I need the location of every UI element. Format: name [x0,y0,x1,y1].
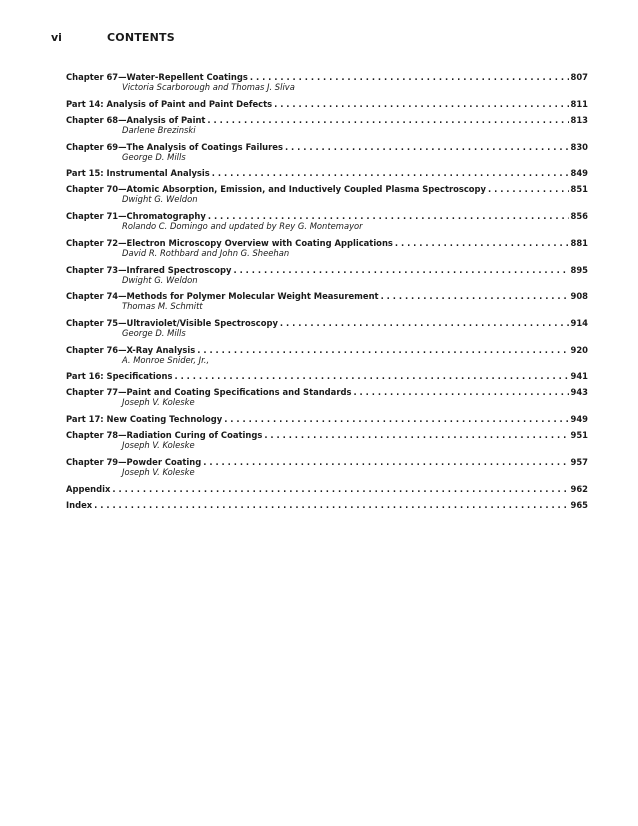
dot-leader [381,291,569,301]
toc-entry[interactable] [66,168,588,178]
dot-leader [207,115,568,125]
toc-entry-line [66,500,588,510]
toc-entry-page-number: 920 [570,344,588,355]
toc-entry[interactable] [66,457,588,478]
toc-entry-line [66,484,588,494]
toc-entry-title: Chapter 79—Powder Coating [66,457,202,467]
toc-entry[interactable] [66,430,588,451]
toc-entry-authors: A. Monroe Snider, Jr., [122,354,210,365]
toc-entry-authors: Rolando C. Domingo and updated by Rey G. Montemayor [122,221,363,232]
toc-entry-page-number: 807 [570,72,588,82]
toc-entry-line [66,168,588,178]
dot-leader [203,457,568,467]
toc-entry[interactable] [66,211,588,232]
toc-entry-title: Index [66,499,93,510]
toc-entry-title: Part 16: Specifications [66,371,173,382]
dot-leader [197,345,568,355]
toc-entry-line [66,142,588,152]
toc-entry-page-number: 811 [570,98,588,109]
toc-entry[interactable] [66,72,588,93]
toc-entry-line [66,387,588,397]
toc-entry-line [66,184,588,194]
page-title: CONTENTS [107,31,175,44]
toc-entry[interactable] [66,387,588,408]
dot-leader [224,414,568,424]
dot-leader [94,500,568,510]
toc-entry-title: Chapter 78—Radiation Curing of Coatings [66,430,263,441]
toc-entry[interactable] [66,500,588,510]
toc-entry-page-number: 881 [570,237,588,248]
toc-entry-page-number: 943 [570,387,588,398]
toc-entry-title: Chapter 71—Chromatography [66,211,206,222]
toc-entry-title: Chapter 68—Analysis of Paint [66,114,206,125]
toc-entry-authors: Thomas M. Schmitt [122,301,203,312]
toc-entry-authors: Joseph V. Koleske [122,467,195,477]
toc-entry-title: Part 14: Analysis of Paint and Paint Defects [66,98,273,109]
toc-entry-page-number: 965 [570,499,588,510]
toc-entry-line [66,414,588,424]
toc-entry-authors: Joseph V. Koleske [122,440,195,451]
toc-entry[interactable] [66,484,588,494]
toc-entry-authors: Dwight G. Weldon [122,194,198,205]
toc-entry-title: Appendix [66,483,111,494]
toc-entry-line [66,265,588,275]
toc-entry[interactable] [66,238,588,259]
toc-entry-page-number: 856 [570,211,588,222]
toc-entry-title: Chapter 74—Methods for Polymer Molecular Weight Measurement [66,291,379,302]
toc-entry-line [66,457,588,467]
toc-entry-authors: Joseph V. Koleske [122,397,195,408]
dot-leader [208,211,569,221]
dot-leader [488,184,569,194]
toc-entry[interactable] [66,184,588,205]
dot-leader [274,99,568,109]
toc-entry[interactable] [66,371,588,381]
toc-entry-page-number: 908 [570,291,588,302]
toc-entry-line [66,430,588,440]
toc-entry-line [66,238,588,248]
dot-leader [280,318,569,328]
dot-leader [233,265,568,275]
table-of-contents [66,72,588,516]
toc-entry[interactable] [66,414,588,424]
page-number: vi [51,31,62,44]
toc-entry-title: Chapter 70—Atomic Absorption, Emission, and Inductively Coupled Plasma Spectroscopy [66,184,486,195]
toc-entry-page-number: 849 [570,168,588,179]
toc-entry-title: Chapter 73—Infrared Spectroscopy [66,264,232,275]
toc-entry-title: Chapter 77—Paint and Coating Specifications and Standards [66,387,352,398]
toc-entry-page-number: 813 [570,114,588,125]
toc-entry-authors: George D. Mills [122,327,186,338]
toc-entry-page-number: 949 [570,414,588,425]
toc-entry[interactable] [66,318,588,339]
toc-entry-page-number: 830 [570,141,588,152]
dot-leader [174,371,568,381]
toc-entry-page-number: 962 [570,483,588,494]
toc-entry-line [66,211,588,221]
toc-entry-authors: Victoria Scarborough and Thomas J. Sliva [122,82,295,92]
toc-entry-title: Part 15: Instrumental Analysis [66,168,210,179]
toc-entry-line [66,115,588,125]
toc-entry-title: Chapter 75—Ultraviolet/Visible Spectroscopy [66,317,278,328]
dot-leader [212,168,569,178]
toc-entry[interactable] [66,345,588,366]
toc-entry-line [66,99,588,109]
dot-leader [285,142,569,152]
toc-entry[interactable] [66,291,588,312]
dot-leader [395,238,569,248]
toc-entry-page-number: 951 [570,430,588,441]
dot-leader [264,430,568,440]
toc-entry-line [66,345,588,355]
toc-entry[interactable] [66,115,588,136]
toc-entry-page-number: 941 [570,371,588,382]
page-header [51,31,587,44]
toc-entry-page-number: 895 [570,264,588,275]
toc-entry[interactable] [66,265,588,286]
toc-entry-page-number: 957 [570,457,588,467]
toc-entry[interactable] [66,99,588,109]
toc-entry-title: Chapter 72—Electron Microscopy Overview with Coating Applications [66,237,393,248]
toc-entry-page-number: 914 [570,317,588,328]
toc-entry-page-number: 851 [570,184,588,195]
dot-leader [353,387,568,397]
toc-entry-line [66,291,588,301]
toc-entry-line [66,371,588,381]
toc-entry-title: Chapter 67—Water-Repellent Coatings [66,72,248,82]
toc-entry[interactable] [66,142,588,163]
dot-leader [112,484,568,494]
toc-entry-title: Chapter 69—The Analysis of Coatings Failures [66,141,283,152]
toc-entry-title: Part 17: New Coating Technology [66,414,223,425]
dot-leader [250,72,569,82]
toc-entry-title: Chapter 76—X-Ray Analysis [66,344,196,355]
toc-entry-authors: David R. Rothbard and John G. Sheehan [122,247,290,258]
toc-entry-authors: George D. Mills [122,151,186,162]
toc-entry-authors: Dwight G. Weldon [122,274,198,285]
toc-entry-line [66,318,588,328]
toc-entry-line [66,72,588,82]
toc-entry-authors: Darlene Brezinski [122,124,196,135]
